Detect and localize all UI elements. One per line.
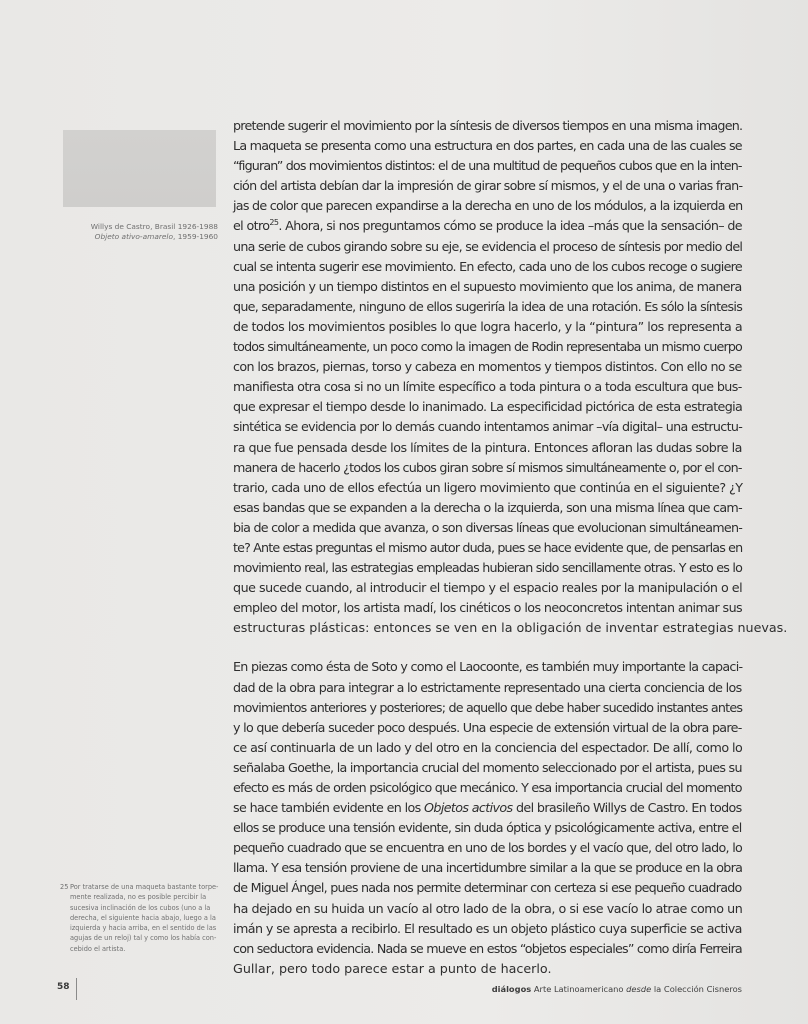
text-line: bia de color a medida que avanza, o son diversas líneas que evolucionan simultáneamen- <box>233 519 743 535</box>
text-line: movimiento real, las estrategias empleadas hubieran sido sencillamente otras. Y esto es lo <box>233 560 743 576</box>
text-line: de Miguel Ángel, pues nada nos permite determinar con certeza si ese pequeño cuadrado <box>233 880 742 896</box>
figure-caption <box>60 222 218 242</box>
footnote-line <box>60 933 218 943</box>
footnote-line <box>60 944 218 954</box>
text-line: que expresar el tiempo desde lo inanimado. La especificidad pictórica de esta estrategia <box>233 399 743 415</box>
footnote-text: Por tratarse de una maqueta bastante torpe- <box>70 883 219 891</box>
text-line: sintética se evidencia por lo demás cuando intentamos animar –vía digital– una estructu- <box>233 419 743 435</box>
running-footer <box>460 984 742 994</box>
text-line: con seductora evidencia. Nada se mueve en estos “objetos especiales” como diría Ferreira <box>233 940 742 956</box>
footnote-text: sucesiva inclinación de los cubos (uno a la <box>70 903 211 912</box>
text-line: manifiesta otra cosa si no un límite específico a toda pintura o a toda escultura que bus- <box>233 379 742 395</box>
text-fragment: se hace también evidente en los <box>233 800 421 816</box>
text-line: esas bandas que se expanden a la derecha o la izquierda, son una misma línea que cam- <box>233 499 742 515</box>
text-line: imán y se apresta a recibirlo. El resultado es un objeto plástico cuya superficie se activa <box>233 920 742 936</box>
footer-text: Arte Latinoamericano <box>531 984 627 994</box>
text-line: pequeño cuadrado que se encuentra en uno de los bordes y el vacío que, del otro lado, lo <box>233 840 743 856</box>
footnote-text: izquierda y hacia arriba, en el sentido de las <box>70 924 217 933</box>
text-fragment: Ahora, si nos preguntamos cómo se produce la idea –más que la sensación– de <box>285 218 742 234</box>
text-line: con los brazos, piernas, torso y cabeza en momentos y tiempos distintos. Con ello no se <box>233 359 742 375</box>
text-line <box>233 798 742 818</box>
text-line: “figuran” dos movimientos distintos: el de una multitud de pequeños cubos que en la inten- <box>233 158 742 174</box>
text-line: En piezas como ésta de Soto y como el Laocoonte, es también muy importante la capaci- <box>233 659 743 675</box>
text-line: manera de hacerlo ¿todos los cubos giran sobre sí mismos simultáneamente o, por el con- <box>233 459 742 475</box>
paragraph-2 <box>233 657 742 979</box>
text-line: ción del artista debían dar la impresión de girar sobre sí mismos, y el de una o varias fran- <box>233 178 743 194</box>
text-line: ra que fue pensada desde los límites de la pintura. Entonces afloran las dudas sobre la <box>233 439 742 455</box>
footnote-text: cebido el artista. <box>70 944 126 953</box>
text-line: de todos los movimientos posibles lo que logra hacerlo, y la “pintura” los representa a <box>233 318 743 334</box>
text-line: La maqueta se presenta como una estructura en dos partes, en cada una de las cuales se <box>233 138 742 154</box>
footnote-line <box>60 903 218 913</box>
footnote-reference[interactable]: 25 <box>269 218 279 228</box>
footnote-line <box>60 882 218 892</box>
text-line: cual se intenta sugerir ese movimiento. En efecto, cada uno de los cubos recoge o sugiere <box>233 258 742 274</box>
text-line: empleo del motor, los artista madí, los cinéticos o los neoconcretos intentan animar sus <box>233 600 743 616</box>
text-line: estructuras plásticas: entonces se ven en la obligación de inventar estrategias nuevas. <box>233 620 788 636</box>
text-line: ce así continuarla de un lado y del otro en la conciencia del espectador. De allí, como lo <box>233 739 743 755</box>
journal-name: diálogos <box>491 984 532 994</box>
text-line: una serie de cubos girando sobre su eje, se evidencia el proceso de síntesis por medio del <box>233 238 743 254</box>
text-line: efecto es más de orden psicológico que mecánico. Y esa importancia crucial del momento <box>233 780 742 795</box>
text-line: jas de color que parecen expandirse a la derecha en uno de los módulos, a la izquierda en <box>233 198 743 214</box>
page-number: 58 <box>57 982 70 992</box>
text-line: señalaba Goethe, la importancia crucial del momento seleccionado por el artista, pues su <box>233 759 742 775</box>
footnote-line <box>60 892 218 902</box>
footer-text: la Colección Cisneros <box>651 984 742 994</box>
text-line: que, separadamente, ninguno de ellos sugeriría la idea de una rotación. Es sólo la síntesis <box>233 298 743 314</box>
paragraph-gap <box>233 638 742 657</box>
page-number-divider <box>76 978 77 1000</box>
caption-work <box>60 232 218 242</box>
text-line: todos simultáneamente, un poco como la imagen de Rodin representaba un mismo cuerpo <box>233 339 742 355</box>
text-line: movimientos anteriores y posteriores; de aquello que debe haber sucedido instantes antes <box>233 699 743 715</box>
text-line: trario, cada uno de ellos efectúa un ligero movimiento que continúa en el siguiente? ¿Y <box>233 479 743 495</box>
text-line: ellos se produce una tensión evidente, sin duda óptica y psicológicamente activa, entre el <box>233 820 742 836</box>
text-line: llama. Y esa tensión proviene de una incertidumbre similar a la que se produce en la obra <box>233 860 743 876</box>
paragraph-1 <box>233 116 788 638</box>
footer-text-italic: desde <box>626 984 652 994</box>
footnote-text: mente realizada, no es posible percibir la <box>70 893 207 902</box>
footnote-line <box>60 913 218 923</box>
work-title: Objetos activos <box>424 800 513 816</box>
text-line: una posición y un tiempo distintos en el supuesto movimiento que los anima, de manera <box>233 278 742 294</box>
footnote-number: 25 <box>60 883 69 891</box>
footnote <box>60 882 218 954</box>
text-line: que sucede cuando, al introducir el tiempo y el espacio reales por la manipulación o el <box>233 580 743 596</box>
text-line: el otro$^{25}$. Ahora, si nos preguntamos cómo se produce la idea –más que la sensación– de <box>233 218 742 234</box>
caption-artist: Willys de Castro, Brasil 1926-1988 <box>90 222 218 231</box>
text-line: dad de la obra para integrar a lo estrictamente representado una cierta conciencia de los <box>233 679 742 695</box>
text-line: te? Ante estas preguntas el mismo autor duda, pues se hace evidente que, de pensarlas en <box>233 539 743 555</box>
footnote-text: derecha, el siguiente hacia abajo, luego a la <box>70 913 216 922</box>
artwork-image <box>63 130 216 207</box>
text-line: pretende sugerir el movimiento por la síntesis de diversos tiempos en una misma imagen. <box>233 118 743 133</box>
footnote-text: agujas de un reloj) tal y como los había con- <box>70 934 217 943</box>
text-line: Gullar, pero todo parece estar a punto de hacerlo. <box>233 960 552 976</box>
main-text <box>233 116 788 979</box>
caption-title: Objeto ativo-amarelo <box>94 232 174 241</box>
text-fragment: el otro <box>233 218 270 234</box>
footnote-line <box>60 923 218 933</box>
text-line: ha dejado en su huida un vacío al otro lado de la obra, o si ese vacío lo atrae como un <box>233 900 743 916</box>
text-line: y lo que debería suceder poco después. Una especie de extensión virtual de la obra pare- <box>233 719 742 735</box>
caption-years: , 1959-1960 <box>173 232 218 241</box>
text-fragment: del brasileño Willys de Castro. En todos <box>515 800 742 816</box>
